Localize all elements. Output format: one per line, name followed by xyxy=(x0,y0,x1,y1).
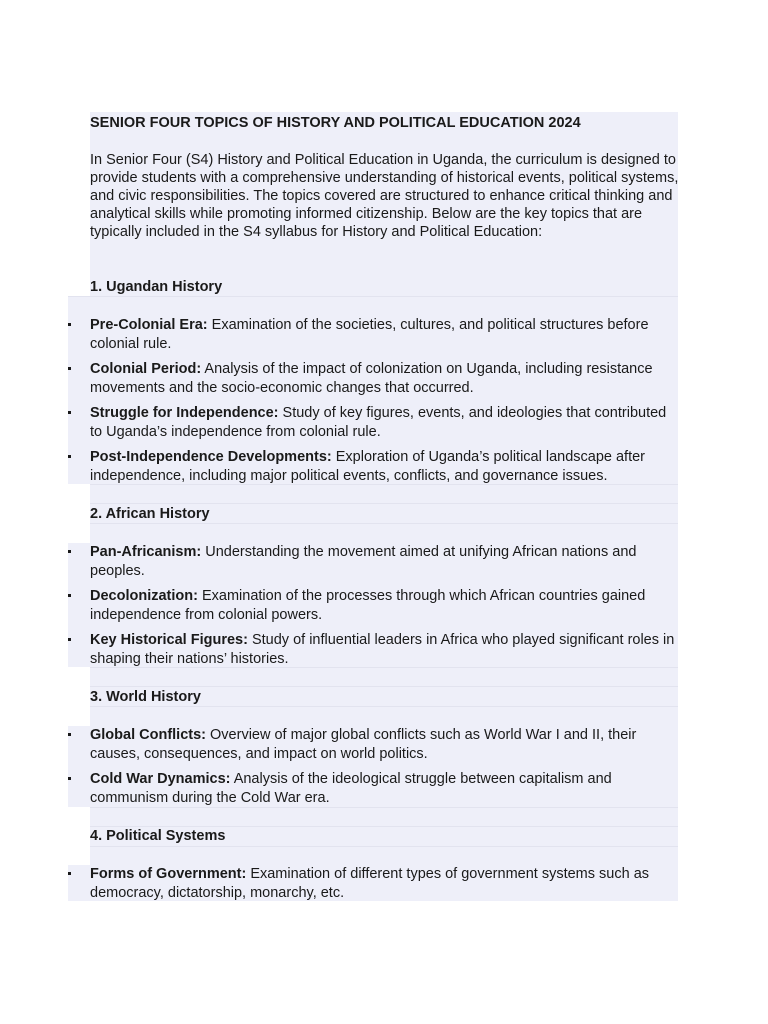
list-item xyxy=(90,726,680,763)
item-term: Decolonization: xyxy=(90,588,198,604)
item-term: Pan-Africanism: xyxy=(90,544,202,560)
list-item xyxy=(90,770,680,807)
bullet-icon xyxy=(68,638,71,641)
item-term: Post-Independence Developments: xyxy=(90,449,332,465)
highlight-block xyxy=(90,706,678,728)
item-text: Analysis of the impact of colonization on Uganda, including resistance movements and the socio-economic changes that occurred. xyxy=(90,361,653,396)
item-text: Examination of different types of government systems such as democracy, dictatorship, monarchy, etc. xyxy=(90,866,650,901)
highlight-block xyxy=(90,484,678,504)
item-term: Colonial Period: xyxy=(90,361,202,377)
list-item xyxy=(90,865,680,902)
list-item xyxy=(90,448,680,485)
intro-paragraph: In Senior Four (S4) History and Political Education in Uganda, the curriculum is designed to provide students with a comprehensive understanding of historical events, political systems, and civic responsibilities. The topics covered are structured to enhance critical thinking and analytical skills while promoting informed citizenship. Below are the key topics that are typically included in the S4 syllabus for History and Political Education: xyxy=(90,152,679,240)
item-term: Struggle for Independence: xyxy=(90,405,279,421)
section-heading: 4. Political Systems xyxy=(90,828,226,844)
bullet-icon xyxy=(68,733,71,736)
item-text: Exploration of Uganda’s political landscape after independence, including major political events, conflicts, and governance issues. xyxy=(90,449,646,484)
item-text: Examination of the societies, cultures, and political structures before colonial rule. xyxy=(90,317,649,352)
list-item xyxy=(90,587,680,624)
bullet-icon xyxy=(68,777,71,780)
highlight-block xyxy=(90,667,678,687)
list-item xyxy=(90,316,680,353)
item-text: Overview of major global conflicts such as World War I and II, their causes, consequences, and impact on world politics. xyxy=(90,727,637,762)
bullet-icon xyxy=(68,872,71,875)
highlight-block xyxy=(90,523,678,545)
item-term: Cold War Dynamics: xyxy=(90,771,231,787)
item-term: Key Historical Figures: xyxy=(90,632,248,648)
document-title: SENIOR FOUR TOPICS OF HISTORY AND POLITICAL EDUCATION 2024 xyxy=(90,115,581,131)
bullet-icon xyxy=(68,323,71,326)
highlight-block xyxy=(90,846,678,867)
item-text: Examination of the processes through which African countries gained independence from colonial powers. xyxy=(90,588,646,623)
bullet-icon xyxy=(68,455,71,458)
bullet-icon xyxy=(68,411,71,414)
item-text: Understanding the movement aimed at unifying African nations and peoples. xyxy=(90,544,637,579)
highlight-block xyxy=(90,807,678,827)
item-term: Global Conflicts: xyxy=(90,727,206,743)
item-term: Pre-Colonial Era: xyxy=(90,317,208,333)
section-heading: 3. World History xyxy=(90,689,201,705)
item-term: Forms of Government: xyxy=(90,866,247,882)
list-item xyxy=(90,543,680,580)
list-item xyxy=(90,404,680,441)
section-heading: 1. Ugandan History xyxy=(90,279,223,295)
item-text: Study of influential leaders in Africa who played significant roles in shaping their nations’ histories. xyxy=(90,632,675,667)
section-heading: 2. African History xyxy=(90,506,210,522)
bullet-icon xyxy=(68,550,71,553)
highlight-block xyxy=(68,296,678,318)
item-text: Analysis of the ideological struggle between capitalism and communism during the Cold War era. xyxy=(90,771,612,806)
list-item xyxy=(90,360,680,397)
item-text: Study of key figures, events, and ideologies that contributed to Uganda’s independence from colonial rule. xyxy=(90,405,667,440)
list-item xyxy=(90,631,680,668)
bullet-icon xyxy=(68,367,71,370)
bullet-icon xyxy=(68,594,71,597)
